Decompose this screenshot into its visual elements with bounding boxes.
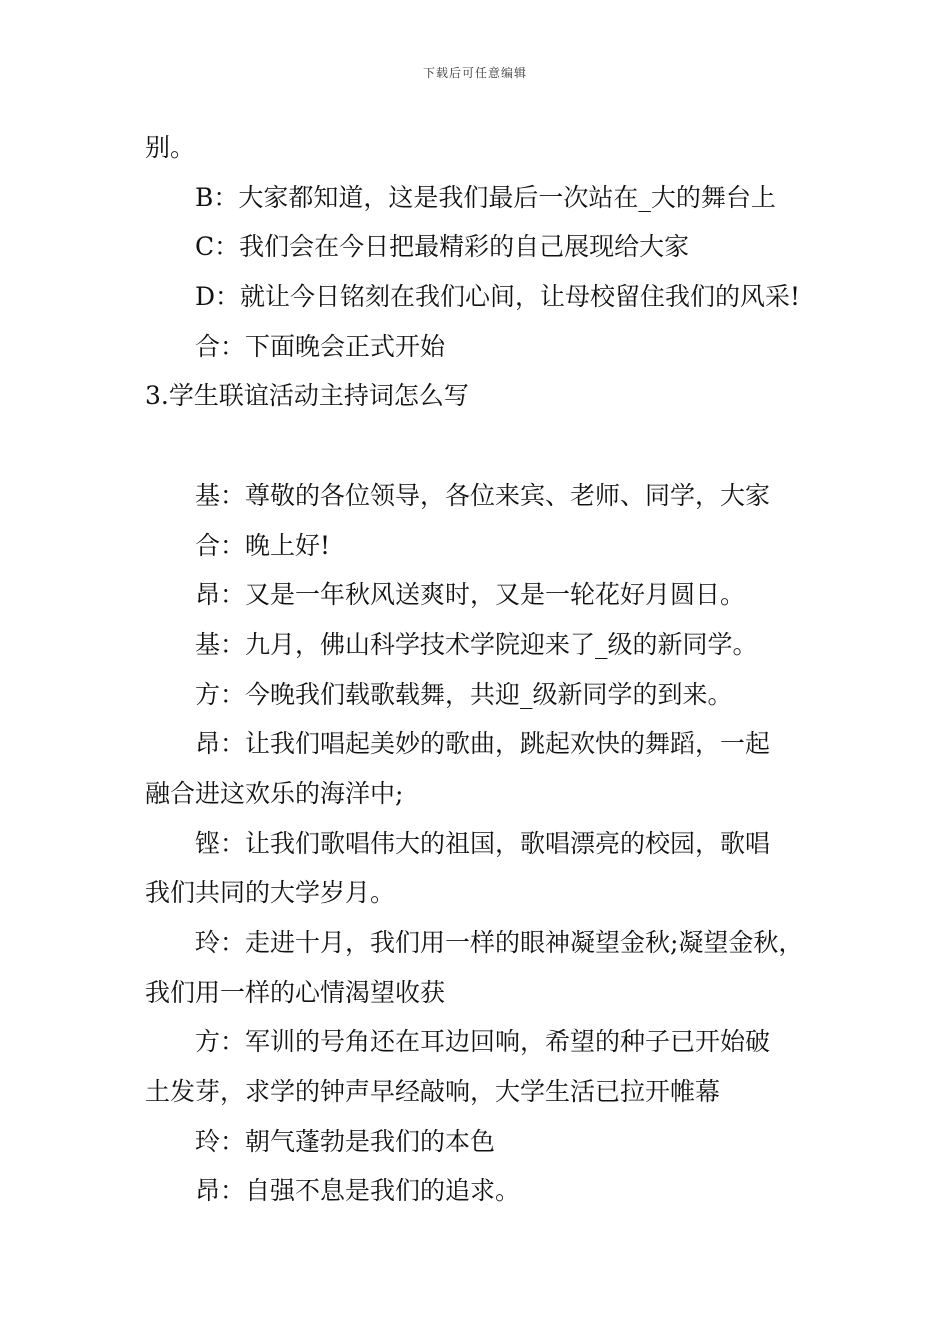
text-line: 别。 [145,133,196,162]
text-line: 昂：让我们唱起美妙的歌曲，跳起欢快的舞蹈，一起 [195,729,771,759]
text-line: 玲：走进十月，我们用一样的眼神凝望金秋;凝望金秋， [195,928,804,957]
text-line: 铿：让我们歌唱伟大的祖国，歌唱漂亮的校园，歌唱 [195,828,771,858]
section-heading: 3.学生联谊活动主持词怎么写 [145,381,469,411]
text-line: 融合进这欢乐的海洋中; [145,778,404,808]
text-line: 昂：又是一年秋风送爽时，又是一轮花好月圆日。 [195,580,746,610]
text-line: 方：军训的号角还在耳边回响，希望的种子已开始破 [195,1027,771,1057]
text-line: 我们共同的大学岁月。 [145,878,396,908]
text-line: B：大家都知道，这是我们最后一次站在_大的舞台上 [195,182,776,212]
document-body [145,123,825,1216]
text-line: 我们用一样的心情渴望收获 [145,977,446,1007]
text-line: 昂：自强不息是我们的追求。 [195,1176,521,1206]
text-line: 土发芽，求学的钟声早经敲响，大学生活已拉开帷幕 [145,1077,721,1107]
text-line: C：我们会在今日把最精彩的自己展现给大家 [195,232,690,262]
text-line: 合：晚上好! [195,530,331,560]
text-line: 基：尊敬的各位领导，各位来宾、老师、同学，大家 [195,480,771,510]
text-line: 玲：朝气蓬勃是我们的本色 [195,1126,496,1156]
text-line: 基：九月，佛山科学技术学院迎来了_级的新同学。 [195,629,758,659]
text-line: 方：今晚我们载歌载舞，共迎_级新同学的到来。 [195,679,733,709]
text-line: D：就让今日铭刻在我们心间，让母校留住我们的风采! [195,282,801,312]
blank-line [145,421,825,471]
page-header: 下载后可任意编辑 [422,66,527,80]
text-line: 合：下面晚会正式开始 [195,331,446,361]
